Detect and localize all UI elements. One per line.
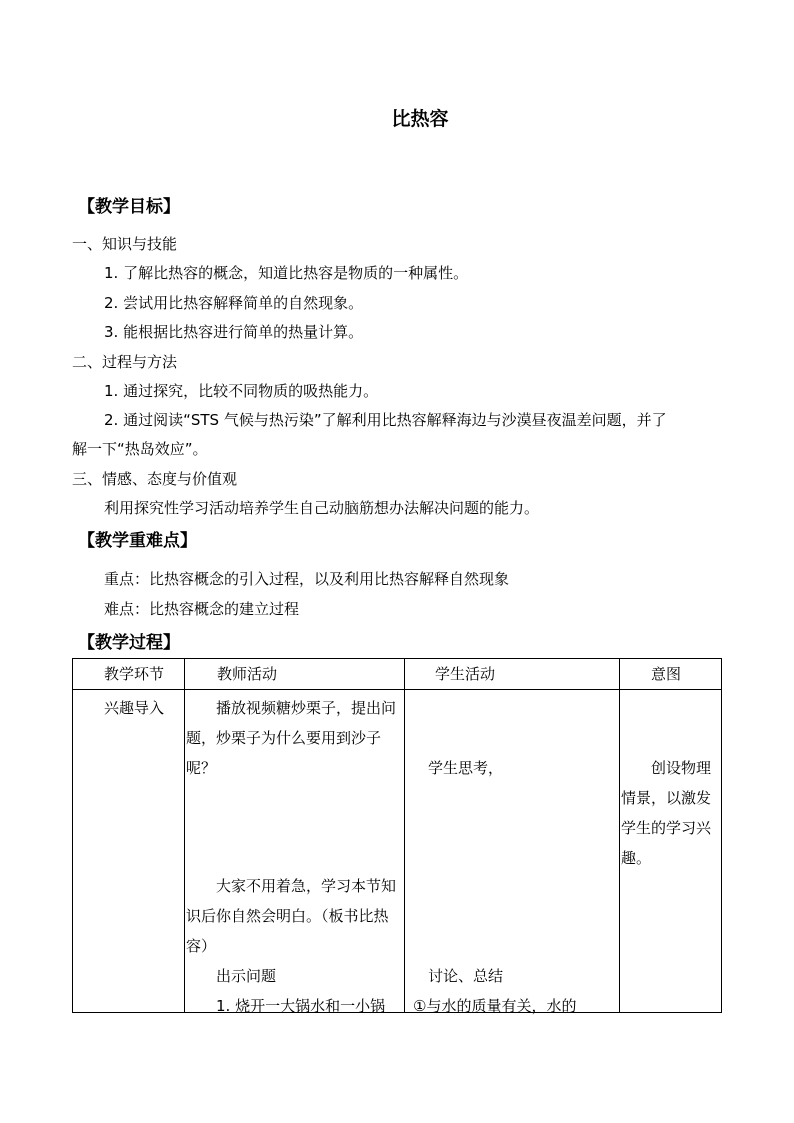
teacher-line: 大家不用着急，学习本节知 <box>186 877 397 895</box>
knowledge-item: 1. 了解比热容的概念，知道比热容是物质的一种属性。 <box>104 264 469 282</box>
key-point: 重点：比热容概念的引入过程，以及利用比热容解释自然现象 <box>104 570 510 588</box>
intent-line: 趣。 <box>621 849 652 867</box>
teacher-line: 出示问题 <box>186 967 277 985</box>
key-difficult-heading: 【教学重难点】 <box>78 531 197 551</box>
process-item: 1. 通过探究，比较不同物质的吸热能力。 <box>104 382 379 400</box>
teaching-process-table <box>72 658 722 1013</box>
teacher-line: 容） <box>186 937 217 955</box>
student-line <box>413 693 617 723</box>
emotion-values-text: 利用探究性学习活动培养学生自己动脑筋想办法解决问题的能力。 <box>104 499 540 517</box>
student-line: 学生思考， <box>413 759 504 777</box>
process-item: 解一下“热岛效应”。 <box>72 440 208 458</box>
student-line <box>413 843 617 871</box>
table-header-teacher: 教师活动 <box>217 665 278 683</box>
intent-line: 学生的学习兴 <box>621 819 712 837</box>
student-line: 讨论、总结 <box>413 967 504 985</box>
teacher-line: 呢？ <box>186 759 217 777</box>
knowledge-item: 2. 尝试用比热容解释简单的自然现象。 <box>104 294 364 312</box>
process-methods-heading: 二、过程与方法 <box>72 353 178 371</box>
table-header-intent: 意图 <box>651 665 682 683</box>
teacher-line: 1. 烧开一大锅水和一小锅 <box>186 997 386 1015</box>
emotion-values-heading: 三、情感、态度与价值观 <box>72 470 238 488</box>
teacher-line <box>186 843 402 871</box>
intent-line <box>621 693 721 723</box>
teacher-line: 播放视频糖炒栗子，提出问 <box>186 699 397 717</box>
page-title: 比热容 <box>391 108 449 130</box>
table-cell-teacher <box>186 693 402 1021</box>
table-cell-intent <box>621 693 721 873</box>
student-line: ①与水的质量有关，水的 <box>413 997 577 1015</box>
table-divider <box>619 659 620 1012</box>
teaching-process-heading: 【教学过程】 <box>78 633 180 653</box>
table-header-student: 学生活动 <box>435 665 496 683</box>
intent-line: 情景，以激发 <box>621 789 712 807</box>
teacher-line: 识后你自然会明白。（板书比热 <box>186 907 389 925</box>
knowledge-skills-heading: 一、知识与技能 <box>72 235 178 253</box>
table-divider <box>184 659 185 1012</box>
intent-line <box>621 723 721 753</box>
intent-line: 创设物理 <box>621 759 712 777</box>
student-line <box>413 723 617 753</box>
table-divider <box>73 689 721 690</box>
table-cell-stage: 兴趣导入 <box>104 699 165 717</box>
student-line <box>413 931 617 961</box>
teacher-line: 题，炒栗子为什么要用到沙子 <box>186 729 382 747</box>
process-item: 2. 通过阅读“STS 气候与热污染”了解利用比热容解释海边与沙漠昼夜温差问题，并了 <box>104 411 667 429</box>
student-line <box>413 901 617 931</box>
knowledge-item: 3. 能根据比热容进行简单的热量计算。 <box>104 323 364 341</box>
table-divider <box>404 659 405 1012</box>
student-line <box>413 871 617 901</box>
student-line <box>413 783 617 813</box>
teacher-line <box>186 783 402 813</box>
goals-heading: 【教学目标】 <box>78 197 180 217</box>
table-header-stage: 教学环节 <box>104 665 165 683</box>
teacher-line <box>186 813 402 843</box>
difficult-point: 难点：比热容概念的建立过程 <box>104 600 300 618</box>
table-cell-student <box>413 693 617 1021</box>
student-line <box>413 813 617 843</box>
